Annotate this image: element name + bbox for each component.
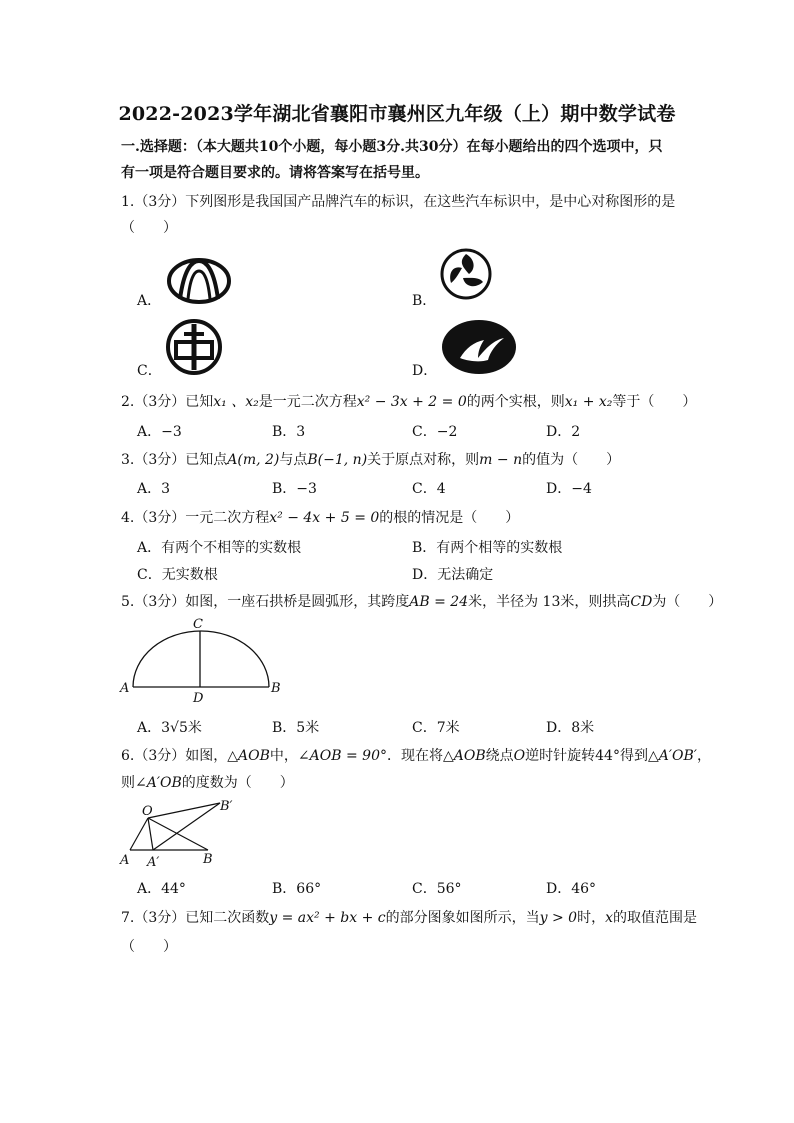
q6-option-d: D．46° bbox=[546, 881, 597, 897]
q1-option-b-label: B． bbox=[412, 293, 437, 309]
q6-math-triangle-2: △AOB bbox=[442, 748, 486, 764]
q5-option-d: D．8米 bbox=[546, 720, 595, 736]
q3-option-d: D．−4 bbox=[546, 481, 592, 497]
q4-math-equation: x² − 4x + 5 = 0 bbox=[269, 510, 380, 526]
q5-text-2: 米，半径为 13米，则拱高 bbox=[468, 594, 631, 610]
q6-math-point-o: O bbox=[513, 748, 526, 764]
q3-text-2: 与点 bbox=[279, 452, 308, 468]
q7-text-2: 的部分图象如图所示，当 bbox=[385, 910, 540, 926]
q3-text-3: 关于原点对称，则 bbox=[367, 452, 480, 468]
q7-math-x: x bbox=[605, 910, 613, 926]
q6-text-4: 绕点 bbox=[485, 748, 514, 764]
q1-logo-c bbox=[164, 318, 224, 376]
q5-option-c: C．7米 bbox=[412, 720, 460, 736]
q6-text-3: ．现在将 bbox=[386, 748, 443, 764]
q6-text-8: 的度数为（ ） bbox=[181, 775, 294, 791]
q3-option-b: B．−3 bbox=[272, 481, 317, 497]
q2-stem bbox=[121, 391, 696, 411]
q1-logo-a bbox=[166, 257, 232, 305]
q7-math-condition: y > 0 bbox=[539, 910, 578, 926]
q5-arch-figure bbox=[118, 614, 288, 706]
q2-text-3: 的两个实根，则 bbox=[466, 394, 565, 410]
q3-option-a: A．3 bbox=[137, 481, 171, 497]
q6-math-angle: ∠AOB = 90° bbox=[297, 748, 387, 764]
q1-option-c-label: C． bbox=[137, 363, 162, 379]
q2-option-d: D．2 bbox=[546, 424, 581, 440]
q6-rotation-figure bbox=[118, 798, 244, 870]
q5-label-a: A bbox=[120, 681, 130, 696]
q7-text-4: 的取值范围是 bbox=[612, 910, 697, 926]
q3-math-diff: m − n bbox=[479, 452, 523, 468]
q1-stem-line2: （ ） bbox=[121, 220, 177, 236]
q6-math-target-angle: ∠A′OB bbox=[135, 775, 182, 791]
q1-stem-line1: 1.（3分）下列图形是我国国产品牌汽车的标识，在这些汽车标识中，是中心对称图形的是 bbox=[121, 194, 676, 210]
q4-stem bbox=[121, 507, 519, 527]
q2-option-b: B．3 bbox=[272, 424, 306, 440]
q5-arc bbox=[133, 631, 269, 687]
q6-label-b: B bbox=[203, 852, 213, 867]
q2-option-a: A．−3 bbox=[137, 424, 182, 440]
q4-text-2: 的根的情况是（ ） bbox=[379, 510, 520, 526]
section-heading-line1: 一.选择题：（本大题共10个小题，每小题3分.共30分）在每小题给出的四个选项中，只 bbox=[121, 139, 663, 155]
q6-stem-line1 bbox=[121, 745, 711, 765]
q1-logo-b bbox=[439, 247, 493, 301]
q2-text-2: 是一元二次方程 bbox=[258, 394, 357, 410]
q6-label-o: O bbox=[142, 804, 153, 819]
q5-math-height: CD bbox=[630, 594, 653, 610]
q6-text-5: 逆时针旋转44°得到△ bbox=[525, 748, 659, 764]
q6-text-6: ， bbox=[696, 748, 711, 764]
q5-stem bbox=[121, 591, 722, 611]
section-heading-line2: 有一项是符合题目要求的。请将答案写在括号里。 bbox=[121, 165, 429, 181]
q7-math-function: y = ax² + bx + c bbox=[269, 910, 386, 926]
q3-stem bbox=[121, 449, 620, 469]
q3-option-c: C．4 bbox=[412, 481, 446, 497]
q7-stem-line1 bbox=[121, 907, 697, 927]
q3-math-point-b: B(−1, n) bbox=[307, 452, 368, 468]
q3-text-1: 3.（3分）已知点 bbox=[121, 452, 228, 468]
q3-text-4: 的值为（ ） bbox=[522, 452, 621, 468]
q4-option-b: B．有两个相等的实数根 bbox=[412, 540, 563, 556]
q6-math-rotated: A′OB′ bbox=[658, 748, 697, 764]
q5-label-c: C bbox=[193, 617, 203, 632]
q5-label-d: D bbox=[193, 691, 204, 706]
q6-option-a: A．44° bbox=[137, 881, 186, 897]
q2-text-1: 2.（3分）已知 bbox=[121, 394, 214, 410]
q2-option-c: C．−2 bbox=[412, 424, 458, 440]
q4-text-1: 4.（3分）一元二次方程 bbox=[121, 510, 270, 526]
q6-math-triangle: △AOB bbox=[227, 748, 270, 764]
q5-option-a: A．3√5米 bbox=[137, 720, 202, 736]
q6-text-7: 则 bbox=[121, 775, 135, 791]
q1-option-d-label: D． bbox=[412, 363, 438, 379]
q1-logo-d bbox=[440, 318, 518, 376]
q2-math-equation: x² − 3x + 2 = 0 bbox=[356, 394, 467, 410]
q1-option-a-label: A． bbox=[137, 293, 162, 309]
q4-option-c: C．无实数根 bbox=[137, 567, 218, 583]
q4-option-a: A．有两个不相等的实数根 bbox=[137, 540, 302, 556]
q2-text-4: 等于（ ） bbox=[612, 394, 697, 410]
q6-label-a: A bbox=[120, 853, 130, 868]
q5-math-span: AB = 24 bbox=[409, 594, 469, 610]
q6-stem-line2 bbox=[121, 772, 294, 792]
q5-text-3: 为（ ） bbox=[652, 594, 723, 610]
q6-option-c: C．56° bbox=[412, 881, 462, 897]
q7-stem-line2: （ ） bbox=[121, 939, 177, 955]
q2-math-sum: x₁ + x₂ bbox=[564, 394, 613, 410]
q6-text-2: 中， bbox=[269, 748, 298, 764]
q6-option-b: B．66° bbox=[272, 881, 322, 897]
q6-label-a-prime: A′ bbox=[147, 855, 160, 870]
q6-text-1: 6.（3分）如图， bbox=[121, 748, 228, 764]
q5-label-b: B bbox=[271, 681, 281, 696]
q5-text-1: 5.（3分）如图，一座石拱桥是圆弧形，其跨度 bbox=[121, 594, 410, 610]
page-title: 2022-2023学年湖北省襄阳市襄州区九年级（上）期中数学试卷 bbox=[118, 103, 676, 125]
q4-option-d: D．无法确定 bbox=[412, 567, 494, 583]
q7-text-3: 时， bbox=[577, 910, 606, 926]
q2-math-roots: x₁ 、x₂ bbox=[213, 394, 259, 410]
q3-math-point-a: A(m, 2) bbox=[227, 452, 280, 468]
q5-option-b: B．5米 bbox=[272, 720, 320, 736]
q6-label-b-prime: B′ bbox=[220, 799, 233, 814]
q7-text-1: 7.（3分）已知二次函数 bbox=[121, 910, 270, 926]
